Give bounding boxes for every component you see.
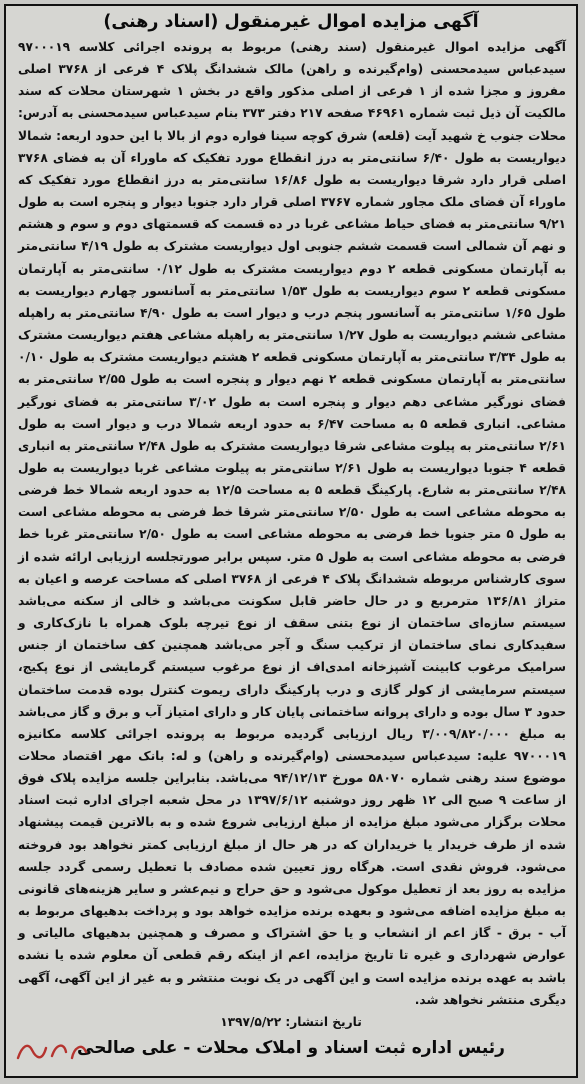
notice-frame xyxy=(4,4,578,1078)
notice-body: آگهی مزایده اموال غیرمنقول (سند رهنی) مربوط به پرونده اجرائی کلاسه ۹۷۰۰۰۱۹ سیدعباس سیدمحسنی (وام‌گیرنده و راهن) مالک ششدانگ پلاک ۴ فرعی از ۳۷۶۸ اصلی مفروز و مجزا شده از ۱ فرعی از اصلی مذکور واقع در بخش ۱ شهرستان محلات که سند مالکیت آن ذیل ثبت شماره ۴۶۹۶۱ صفحه ۲۱۷ دفتر ۳۷۳ بنام سیدعباس سیدمحسنی به آدرس: محلات جنوب خ شهید آیت (قلعه) شرق کوچه سینا فواره دوم از بالا با این حدود اربعه: شمالا دیواریست به طول ۶/۴۰ سانتی‌متر به درز انقطاع مورد تفکیک که ماوراء آن به فضای ۳۷۶۸ اصلی قرار دارد شرقا دیواریست به طول ۱۶/۸۶ سانتی‌متر به درز انقطاع مورد تفکیک که ماوراء آن فضای ملک مجاور شماره ۳۷۶۷ اصلی قرار دارد جنوبا دیوار و پنجره است به طول ۹/۲۱ سانتی‌متر به فضای حیاط مشاعی غربا در ده قسمت که قسمتهای دوم و سوم و هشتم و نهم آن شمالی است قسمت ششم جنوبی اول دیواریست مشترک به طول ۴/۱۹ سانتی‌متر به آپارتمان مسکونی قطعه ۲ دوم دیواریست مشترک به طول ۰/۱۲ سانتی‌متر به آپارتمان مسکونی قطعه ۲ سوم دیواریست به طول ۱/۵۳ سانتی‌متر به آسانسور چهارم دیواریست به طول ۱/۶۵ سانتی‌متر به آسانسور پنجم درب و دیوار است به طول ۴/۹۰ سانتی‌متر به راهپله مشاعی ششم دیواریست به طول ۱/۲۷ سانتی‌متر به راهپله مشاعی هفتم دیواریست مشترک به طول ۳/۳۴ سانتی‌متر به آپارتمان مسکونی قطعه ۲ هشتم دیواریست مشترک به طول ۰/۱۰ سانتی‌متر به آپارتمان مسکونی قطعه ۲ نهم دیوار و پنجره است به طول ۲/۵۵ سانتی‌متر به فضای نورگیر مشاعی دهم دیوار و پنجره است به طول ۳/۰۲ سانتی‌متر به فضای نورگیر مشاعی. انباری قطعه ۵ به مساحت ۶/۴۷ به حدود اربعه شمالا درب و دیوار است به طول ۲/۶۱ سانتی‌متر به پیلوت مشاعی شرقا دیواریست مشترک به طول ۲/۴۸ سانتی‌متر به انباری قطعه ۴ جنوبا دیواریست به طول ۲/۶۱ سانتی‌متر به پیلوت مشاعی غربا دیواریست به طول ۲/۴۸ سانتی‌متر به شارع. پارکینگ قطعه ۵ به مساحت ۱۲/۵ به حدود اربعه شمالا خط فرضی به محوطه مشاعی است به طول ۲/۵۰ سانتی‌متر شرقا خط فرضی به محوطه مشاعی است به طول ۵ متر جنوبا خط فرضی به محوطه مشاعی است به طول ۲/۵۰ سانتی‌متر غربا خط فرضی به محوطه مشاعی است به طول ۵ متر. سپس برابر صورتجلسه ارزیابی ارائه شده از سوی کارشناس مربوطه ششدانگ پلاک ۴ فرعی از ۳۷۶۸ اصلی که مساحت عرصه و اعیان به متراژ ۱۳۶/۸۱ مترمربع و در حال حاضر قابل سکونت می‌باشد و خالی از سکنه می‌باشد سیستم سازه‌ای ساختمان از نوع بتنی سقف از نوع تیرچه بلوک همراه با نازک‌کاری و سفیدکاری نمای ساختمان از ترکیب سنگ و آجر می‌باشد همچنین کف ساختمان از جنس سرامیک مرغوب کابینت آشپزخانه امدی‌اف از نوع مرغوب سیستم گرمایشی از نوع پکیج، سیستم سرمایشی از کولر گازی و درب پارکینگ دارای ریموت کنترل بوده قدمت ساختمان حدود ۳ سال بوده و دارای پروانه ساختمانی پایان کار و دارای امتیاز آب و برق و گاز می‌باشد به مبلغ ۳/۰۰۹/۸۲۰/۰۰۰ ریال ارزیابی گردیده مربوط به پرونده اجرائی کلاسه مکانیزه ۹۷۰۰۰۱۹ علیه: سیدعباس سیدمحسنی (وام‌گیرنده و راهن) و له: بانک مهر اقتصاد محلات موضوع سند رهنی شماره ۵۸۰۷۰ مورخ ۹۴/۱۲/۱۳ می‌باشد. بنابراین جلسه مزایده پلاک فوق از ساعت ۹ صبح الی ۱۲ ظهر روز دوشنبه ۱۳۹۷/۶/۱۲ در محل شعبه اجرای اداره ثبت اسناد محلات برگزار می‌شود مبلغ مزایده از مبلغ ارزیابی شروع شده و به بالاترین قیمت پیشنهاد شده از طرف خریدار یا خریداران که در هر حال از مبلغ ارزیابی کمتر نخواهد بود فروخته می‌شود. فروش نقدی است. هرگاه روز تعیین شده مصادف با تعطیل رسمی گردد جلسه مزایده به روز بعد از تعطیل موکول می‌شود و حق حراج و نیم‌عشر و سایر هزینه‌های قانونی به مبلغ مزایده اضافه می‌شود و بعهده برنده مزایده خواهد بود و پرداخت بدهیهای مربوط به آب - برق - گاز اعم از انشعاب و یا حق اشتراک و مصرف و همچنین بدهیهای مالیاتی و عوارض شهرداری و غیره تا تاریخ مزایده، اعم از اینکه رقم قطعی آن معلوم شده یا نشده باشد به عهده برنده مزایده است و این آگهی در یک نوبت منتشر و به غیر از این آگهی، آگهی دیگری منتشر نخواهد شد. xyxy=(18,40,567,1007)
handwritten-mark xyxy=(12,1028,92,1068)
notice-title: آگهی مزایده اموال غیرمنقول (اسناد رهنی) xyxy=(103,12,479,32)
publication-date: تاریخ انتشار: ۱۳۹۷/۵/۲۲ xyxy=(220,1014,362,1029)
signature-line: رئیس اداره ثبت اسناد و املاک محلات - علی صالحی xyxy=(77,1037,505,1058)
